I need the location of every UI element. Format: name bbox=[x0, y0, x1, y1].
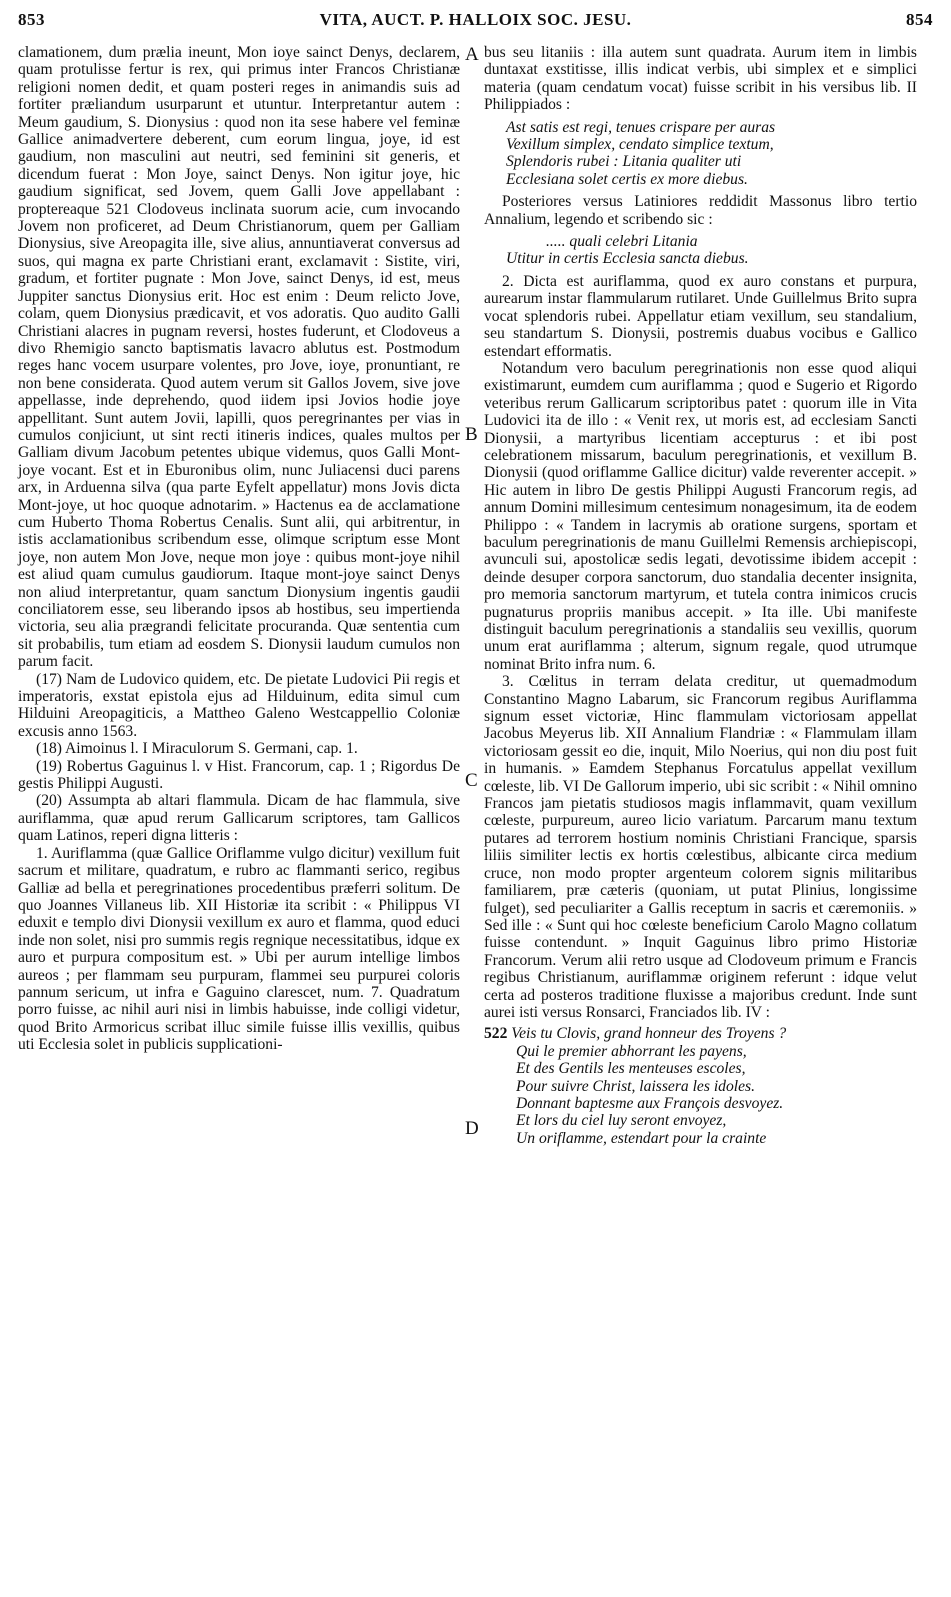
page-number-right: 854 bbox=[906, 10, 933, 29]
verse-line: Ast satis est regi, tenues crispare per auras bbox=[506, 118, 776, 136]
paragraph: Notandum vero baculum peregrinationis non esse quod aliqui existimarunt, eumdem cum auriflamma ; quod e Sugerio et Rigordo veteribus rerum Gallicarum scriptoribus patet : quorum ille in Vita Ludovici ita de illo : « Venit rex, ut moris est, ad ecclesiam Sancti Dionysii, a martyribus licentiam accepturus : et ibi post celebrationem missarum, baculum peregrinationis, et vexillum B. Dionysii (quod oriflamme Gallice dicitur) valde reverenter accepit. » Hic autem in libro De gestis Philippi Augusti Francorum regis, ad annum Domini millesimum centesimum nonagesimum, ita de eodem Philippo : « Tandem in lacrymis ab oratione surgens, sportam et baculum peregrinationis de manu Guillelmi Remensis archiepiscopi, avunculi sui, apostolicæ sedis legati, devotissime ibidem accepit : deinde desuper corpora sanctorum, duo standalia decenter insignita, pro memoria sanctorum martyrum, et tutela contra inimicos crucis pugnaturus propriis manibus accepit. » Ita ille. Ubi manifeste distinguit baculum peregrinationis a standaliis seu vexillis, quorum unum erat auriflamma ; alterum, signum regale, quod utrumque nominat Brito infra num. 6. bbox=[484, 359, 917, 673]
paragraph: bus seu litaniis : illa autem sunt quadrata. Aurum item in limbis duntaxat exstitisse, illis indicat verbis, ubi simplex et e simplici materia (quam cendatum vocat) fuisse scribit in his versibus lib. II Philippiados : bbox=[484, 44, 917, 114]
verse-line: Splendoris rubei : Litania qualiter uti bbox=[506, 153, 742, 171]
verse-block bbox=[506, 119, 917, 189]
note-19: (19) Robertus Gaguinus l. v Hist. Francorum, cap. 1 ; Rigordus De gestis Philippi Augusti. bbox=[18, 757, 460, 793]
margin-letter-d: D bbox=[465, 1118, 479, 1139]
paragraph: 2. Dicta est auriflamma, quod ex auro constans et purpura, aurearum instar flammularum rutilaret. Unde Guillelmus Brito supra vocat splendoris rubei. Appellatur etiam vexillum, seu standalium, seu standartum S. Dionysii, postremis duabus vocibus e Gallico estendart efformatis. bbox=[484, 272, 917, 360]
paragraph: 3. Cœlitus in terram delata creditur, ut quemadmodum Constantino Magno Labarum, sic Francorum regibus Auriflamma signum esset victoriæ, Hinc flammulam victoriosam appellat Jacobus Meyerus lib. XII Annalium Flandriæ : « Flammulam illam victoriosam gessit eo die, inquit, Milo Noerius, qui non diu post fuit in humanis. » Eamdem Stephanus Forcatulus appellat vexillum cœleste, lib. VI De Gallorum imperio, ubi sic scribit : « Nihil omnino Francos jam pietatis studiosos magis inflammavit, quam vexillum cœleste, purpureum, aureo licio variatum. Parcarum manu textum putares ad terrorem hostium nominis Christiani Francique, sparsis liliis similiter lectis ex hortis cœlestibus, albicante circa medium cruce, non modo propter argenteum colorem signis militaribus familiarem, præ cæteris (quoniam, ut putat Plinius, longissime fulget), sed peculiariter a Gallis receptum in sacris et cæremoniis. » Sed ille : « Sunt qui hoc cœleste beneficium Carolo Magno collatum fuisse contendunt. » Inquit Gaguinus libro primo Historiæ Francorum. Verum alii retro usque ad Clodoveum primum e Francis regibus Christianum, auriflammæ originem referunt : idque velut certa ad posteros traditione fluxisse a majoribus credunt. Inde sunt aurei isti versus Ronsarci, Franciados lib. IV : bbox=[484, 673, 917, 1021]
verse-line: Donnant baptesme aux François desvoyez. bbox=[516, 1094, 784, 1112]
verse-line: Vexillum simplex, cendato simplice textum, bbox=[506, 136, 774, 154]
verse-line: Ecclesiana solet certis ex more diebus. bbox=[506, 170, 748, 188]
verse-line: Pour suivre Christ, laissera les idoles. bbox=[516, 1077, 755, 1095]
verse-line: Utitur in certis Ecclesia sancta diebus. bbox=[506, 250, 749, 268]
note-17: (17) Nam de Ludovico quidem, etc. De pietate Ludovici Pii regis et imperatoris, exstat epistola ejus ad Hilduinum, edita simul cum Hilduini Areopagiticis, a Mattheo Galeno Westcappellio Coloniæ excusis anno 1563. bbox=[18, 670, 460, 740]
note-20: (20) Assumpta ab altari flammula. Dicam de hac flammula, sive auriflamma, quæ apud rerum Gallicarum scriptores, tam Gallicos quam Latinos, reperi digna litteris : bbox=[18, 792, 460, 845]
paragraph: clamationem, dum prælia ineunt, Mon ioye sainct Denys, declarem, quam protulisse fertur is rex, qui primus inter Francos Christianæ religioni nomen dedit, et quam posteri reges in animandis suis ad fortiter præliandum usurparunt et utuntur. Interpretantur autem : Meum gaudium, S. Dionysius : quod non ita sese habere vel feminæ Gallice animadvertere deberent, cum eorum lingua, joye, id est gaudium, non masculini aut neutri, sed feminini sit generis, et dicendum fuerat : Mon Joye, sainct Denys. Non igitur joye, hic gaudium significat, sed Jovem, quem Galli Jove appellabant : proptereaque 521 Clodoveus inclinata suorum acie, cum invocando Jovem non proficeret, ad Deum Christianorum, quem per Galliam Dionysius, sive Areopagita ille, sive alius, annuntiaverat conversus ad suos, qui magna ex parte Christiani erant, exclamavit : Sistite, viri, gradum, et fortiter pugnate : Mon Jove, sainct Denys, id est, meus Juppiter sanctus Dionysius erit. Hoc est enim : Deum relicto Jove, colam, quem Dionysius prædicavit, et vos adoratis. Quo audito Galli Christiani alacres in pugnam reversi, hostes fuderunt, et Clodoveus a divo Rhemigio sancto baptismatis lavacro ablutus est. Postmodum reges hanc vocem usurpare volentes, pro Jove, ioye, pronuntiant, re non bene considerata. Quod autem verum sit Gallos Jovem, sive jove appellasse, inde deprehendo, quod iidem ipsi Jovios hodie joye appellitant. Sunt autem Jovii, lapilli, quos peregrinantes per vias in cumulos conjiciunt, ut sint recti itineris indices, quales multos per Galliam divum Jacobum petentes ubique videmus, quos Galli Mont-joye vocant. Est et in Eburonibus olim, nunc Juliacensi duci parens arx, in Arduenna silva (qua parte Eyfelt appellatur) mons Jovis dicta Mont-joye, ut hoc quoque adnotarim. » Hactenus ea de acclamatione cum Huberto Thoma Robertus Cenalis. Sunt alii, qui arbitrentur, in istis acclamationibus scribendum esse, olimque scriptum esse Mont joye, non autem Mon Jove, neque mon joye : quibus mont-joye nihil est aliud quam cumulus gaudiorum. Itaque mont-joye sainct Denys non aliud interpretantur, quam sanctum Dionysium ingentis gaudii conciliatorem esse, seu liberando ipsos ab hostibus, seu impertienda victoria, seu alia prægrandi felicitate procuranda. Quæ sententia cum sit probabilis, tum etiam ad eosdem S. Dionysii laudum cumulos non parum facit. bbox=[18, 44, 460, 671]
left-column bbox=[18, 44, 460, 1054]
margin-letter-a: A bbox=[465, 44, 479, 65]
verse-line: ..... quali celebri Litania bbox=[546, 233, 698, 251]
verse-line: Et des Gentils les menteuses escoles, bbox=[516, 1060, 746, 1078]
verse-line: 522 Veis tu Clovis, grand honneur des Troyens ? bbox=[484, 1025, 787, 1043]
verse-block bbox=[484, 1025, 917, 1147]
running-title: VITA, AUCT. P. HALLOIX SOC. JESU. bbox=[319, 10, 632, 29]
verse-line: Qui le premier abhorrant les payens, bbox=[516, 1042, 747, 1060]
right-column bbox=[484, 44, 917, 1147]
margin-letter-b: B bbox=[465, 424, 478, 445]
paragraph: 1. Auriflamma (quæ Gallice Oriflamme vulgo dicitur) vexillum fuit sacrum et militare, quadratum, e rubro ac flammanti serico, regibus Galliæ ad bella et peregrinationes procedentibus præferri solitum. De quo Joannes Villaneus lib. XII Historiæ ita scribit : « Philippus VI eduxit e templo divi Dionysii vexillum ex auro et flamma, quod educi inde non solet, nisi pro summis regis regnique necessitatibus, idque ex auro et purpura compositum est. » Ubi per aurum intellige limbos aureos ; per flammam seu purpuram, flammei seu purpurei coloris pannum sericum, ut infra e Gaguino clarescet, num. 7. Quadratum porro fuisse, ac nihil auri nisi in limbis habuisse, inde colligi videtur, quod Brito Armoricus scribat illuc simile fuisse illis vexillis, quibus uti Ecclesia solet in publicis supplicationi- bbox=[18, 844, 460, 1054]
paragraph: Posteriores versus Latiniores reddidit Massonus libro tertio Annalium, legendo et scribendo sic : bbox=[484, 193, 917, 228]
note-18: (18) Aimoinus l. I Miraculorum S. Germani, cap. 1. bbox=[36, 740, 358, 758]
verse-block bbox=[506, 233, 917, 268]
verse-line: Un oriflamme, estendart pour la crainte bbox=[516, 1129, 767, 1147]
margin-letter-c: C bbox=[465, 770, 478, 791]
page-marker: 522 bbox=[484, 1025, 508, 1043]
verse-line: Et lors du ciel luy seront envoyez, bbox=[516, 1112, 727, 1130]
page-number-left: 853 bbox=[18, 10, 45, 29]
page-header bbox=[18, 10, 933, 34]
